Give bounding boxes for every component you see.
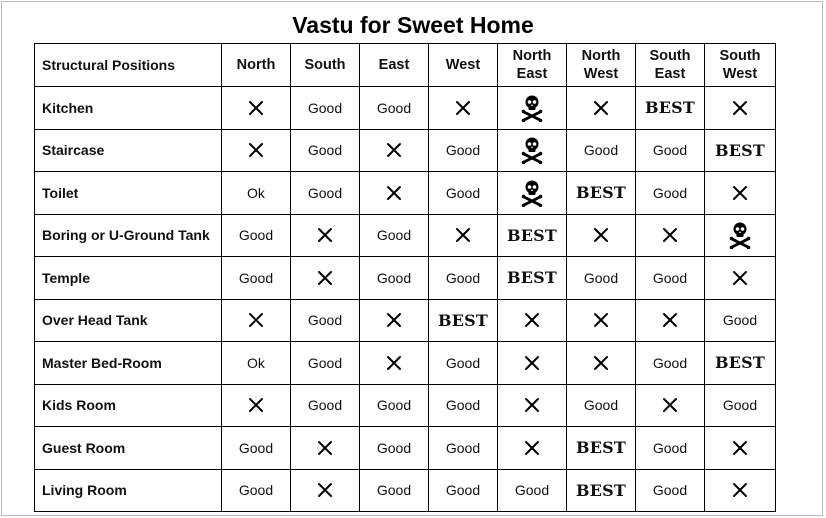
best-cell: BEST bbox=[498, 257, 567, 300]
rating-cell: Good bbox=[291, 87, 360, 130]
row-label: Master Bed-Room bbox=[35, 342, 222, 385]
header-cell: East bbox=[360, 44, 429, 87]
table-row bbox=[35, 384, 776, 427]
rating-cell: Good bbox=[291, 384, 360, 427]
cross-icon bbox=[636, 384, 705, 427]
rating-cell: Good bbox=[636, 172, 705, 215]
cross-icon bbox=[705, 87, 776, 130]
row-label: Staircase bbox=[35, 129, 222, 172]
header-cell: South East bbox=[636, 44, 705, 87]
page-title: Vastu for Sweet Home bbox=[292, 12, 534, 38]
skull-crossbones-icon bbox=[498, 172, 567, 215]
rating-cell: Good bbox=[360, 427, 429, 470]
rating-cell: Good bbox=[222, 469, 291, 512]
skull-crossbones-icon bbox=[498, 129, 567, 172]
header-cell: South West bbox=[705, 44, 776, 87]
cross-icon bbox=[567, 342, 636, 385]
rating-cell: Ok bbox=[222, 172, 291, 215]
row-label: Guest Room bbox=[35, 427, 222, 470]
cross-icon bbox=[222, 384, 291, 427]
cross-icon bbox=[567, 87, 636, 130]
rating-cell: Good bbox=[636, 342, 705, 385]
best-cell: BEST bbox=[498, 214, 567, 257]
header-cell: West bbox=[429, 44, 498, 87]
cross-icon bbox=[705, 427, 776, 470]
rating-cell: Good bbox=[429, 469, 498, 512]
rating-cell: Good bbox=[291, 172, 360, 215]
rating-cell: Good bbox=[429, 257, 498, 300]
rating-cell: Good bbox=[291, 129, 360, 172]
header-cell: Structural Positions bbox=[35, 44, 222, 87]
table-row bbox=[35, 342, 776, 385]
cross-icon bbox=[705, 172, 776, 215]
rating-cell: Good bbox=[222, 214, 291, 257]
rating-cell: Good bbox=[636, 129, 705, 172]
cross-icon bbox=[360, 129, 429, 172]
cross-icon bbox=[429, 87, 498, 130]
rating-cell: Good bbox=[360, 469, 429, 512]
row-label: Kids Room bbox=[35, 384, 222, 427]
rating-cell: Good bbox=[498, 469, 567, 512]
table-row bbox=[35, 87, 776, 130]
row-label: Toilet bbox=[35, 172, 222, 215]
best-cell: BEST bbox=[705, 129, 776, 172]
rating-cell: Good bbox=[291, 299, 360, 342]
cross-icon bbox=[222, 87, 291, 130]
best-cell: BEST bbox=[429, 299, 498, 342]
rating-cell: Good bbox=[429, 384, 498, 427]
cross-icon bbox=[360, 172, 429, 215]
table-row bbox=[35, 172, 776, 215]
row-label: Over Head Tank bbox=[35, 299, 222, 342]
rating-cell: Good bbox=[360, 87, 429, 130]
rating-cell: Good bbox=[567, 384, 636, 427]
cross-icon bbox=[636, 214, 705, 257]
rating-cell: Good bbox=[705, 299, 776, 342]
cross-icon bbox=[360, 299, 429, 342]
cross-icon bbox=[429, 214, 498, 257]
vastu-table bbox=[34, 43, 776, 512]
rating-cell: Good bbox=[567, 257, 636, 300]
rating-cell: Good bbox=[429, 172, 498, 215]
row-label: Kitchen bbox=[35, 87, 222, 130]
cross-icon bbox=[291, 257, 360, 300]
rating-cell: Good bbox=[222, 257, 291, 300]
cross-icon bbox=[498, 384, 567, 427]
rating-cell: Good bbox=[360, 214, 429, 257]
rating-cell: Good bbox=[429, 129, 498, 172]
cross-icon bbox=[636, 299, 705, 342]
best-cell: BEST bbox=[567, 172, 636, 215]
header-cell: North West bbox=[567, 44, 636, 87]
header-cell: South bbox=[291, 44, 360, 87]
cross-icon bbox=[705, 469, 776, 512]
cross-icon bbox=[567, 299, 636, 342]
row-label: Temple bbox=[35, 257, 222, 300]
skull-crossbones-icon bbox=[498, 87, 567, 130]
cross-icon bbox=[222, 129, 291, 172]
rating-cell: Ok bbox=[222, 342, 291, 385]
table-row bbox=[35, 469, 776, 512]
best-cell: BEST bbox=[636, 87, 705, 130]
cross-icon bbox=[498, 427, 567, 470]
rating-cell: Good bbox=[429, 342, 498, 385]
cross-icon bbox=[498, 299, 567, 342]
rating-cell: Good bbox=[705, 384, 776, 427]
rating-cell: Good bbox=[429, 427, 498, 470]
rating-cell: Good bbox=[636, 469, 705, 512]
header-cell: North East bbox=[498, 44, 567, 87]
best-cell: BEST bbox=[567, 469, 636, 512]
cross-icon bbox=[291, 427, 360, 470]
rating-cell: Good bbox=[360, 257, 429, 300]
cross-icon bbox=[567, 214, 636, 257]
table-row bbox=[35, 427, 776, 470]
rating-cell: Good bbox=[291, 342, 360, 385]
rating-cell: Good bbox=[222, 427, 291, 470]
rating-cell: Good bbox=[636, 427, 705, 470]
table-row bbox=[35, 129, 776, 172]
best-cell: BEST bbox=[567, 427, 636, 470]
row-label: Living Room bbox=[35, 469, 222, 512]
table-row bbox=[35, 299, 776, 342]
cross-icon bbox=[291, 469, 360, 512]
header-cell: North bbox=[222, 44, 291, 87]
cross-icon bbox=[291, 214, 360, 257]
cross-icon bbox=[360, 342, 429, 385]
cross-icon bbox=[222, 299, 291, 342]
table-row bbox=[35, 214, 776, 257]
cross-icon bbox=[705, 257, 776, 300]
header-row bbox=[35, 44, 776, 87]
row-label: Boring or U-Ground Tank bbox=[35, 214, 222, 257]
rating-cell: Good bbox=[360, 384, 429, 427]
table-row bbox=[35, 257, 776, 300]
best-cell: BEST bbox=[705, 342, 776, 385]
cross-icon bbox=[498, 342, 567, 385]
rating-cell: Good bbox=[567, 129, 636, 172]
rating-cell: Good bbox=[636, 257, 705, 300]
skull-crossbones-icon bbox=[705, 214, 776, 257]
